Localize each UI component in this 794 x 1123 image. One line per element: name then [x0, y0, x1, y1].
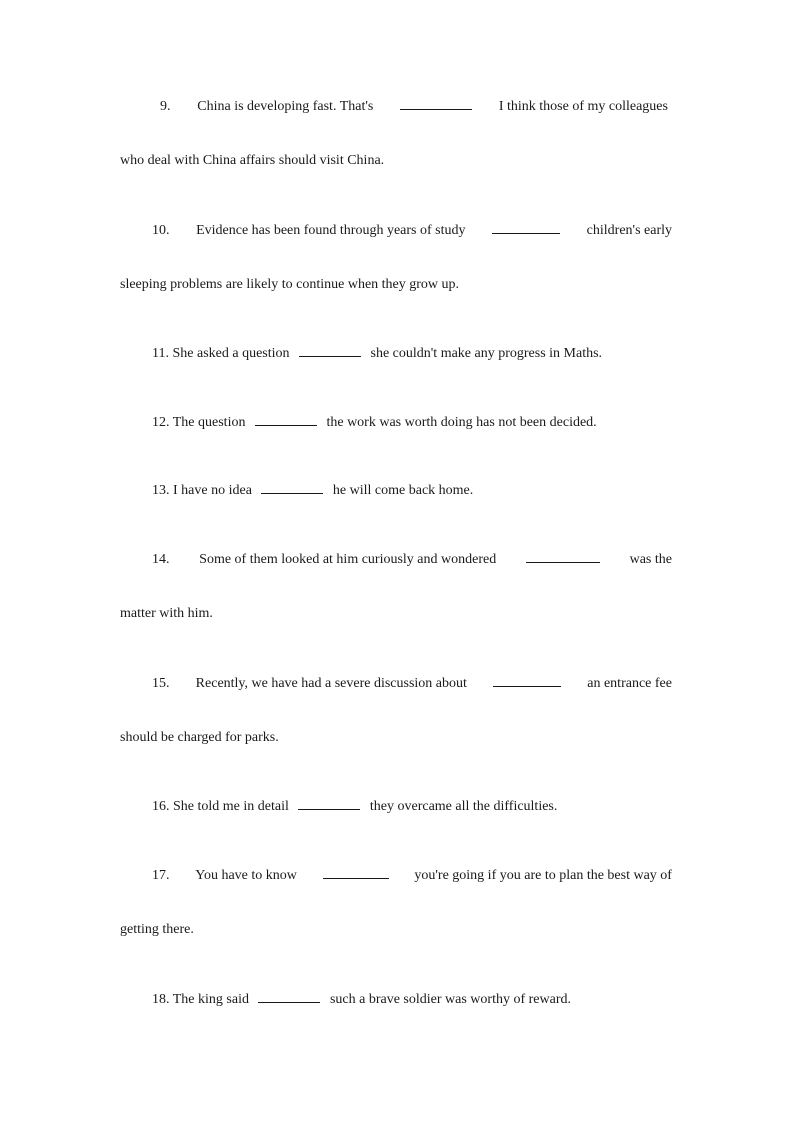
question-17-text-after: you're going if you are to plan the best way of [414, 868, 672, 883]
question-9-text-before: China is developing fast. That's [197, 99, 374, 114]
question-15-line-1 [152, 674, 672, 693]
question-18-text-before: The king said [172, 992, 249, 1007]
question-13-line-1 [152, 481, 473, 500]
question-14-blank[interactable] [526, 550, 600, 563]
question-14-text-before: Some of them looked at him curiously and wondered [199, 552, 497, 567]
question-17-line-2: getting there. [120, 922, 194, 937]
question-13-blank[interactable] [261, 481, 323, 494]
question-18-blank[interactable] [258, 990, 320, 1003]
question-13-number: 13. [152, 483, 170, 498]
question-12-text-before: The question [172, 415, 246, 430]
question-18-line-1 [152, 990, 571, 1009]
question-14-line-2: matter with him. [120, 606, 213, 621]
question-10-line-2: sleeping problems are likely to continue when they grow up. [120, 277, 460, 292]
question-12-text-after: the work was worth doing has not been decided. [326, 415, 597, 430]
question-11-text-before: She asked a question [172, 346, 290, 361]
question-11-number: 11. [152, 346, 169, 361]
question-12-number: 12. [152, 415, 170, 430]
question-16-text-after: they overcame all the difficulties. [369, 799, 558, 814]
question-15-line-2: should be charged for parks. [120, 730, 279, 745]
question-9-line-2: who deal with China affairs should visit China. [120, 153, 385, 168]
question-15-text-before: Recently, we have had a severe discussion about [195, 676, 467, 691]
question-17-text-before: You have to know [195, 868, 297, 883]
question-17-number: 17. [152, 868, 170, 883]
question-12-blank[interactable] [255, 413, 317, 426]
question-10-line-1 [152, 221, 672, 240]
question-9-line-1 [160, 97, 668, 116]
question-12-line-1 [152, 413, 597, 432]
question-18-number: 18. [152, 992, 170, 1007]
question-13-text-after: he will come back home. [332, 483, 474, 498]
question-16-line-1 [152, 797, 557, 816]
question-9-blank[interactable] [400, 97, 472, 110]
question-17-line-1 [152, 866, 672, 885]
question-15-number: 15. [152, 676, 170, 691]
question-11-text-after: she couldn't make any progress in Maths. [370, 346, 603, 361]
question-9-number: 9. [160, 99, 171, 114]
question-15-blank[interactable] [493, 674, 561, 687]
question-11-blank[interactable] [299, 344, 361, 357]
question-10-text-after: children's early [586, 223, 672, 238]
question-10-text-before: Evidence has been found through years of study [196, 223, 466, 238]
question-10-blank[interactable] [492, 221, 560, 234]
question-16-text-before: She told me in detail [173, 799, 289, 814]
question-17-blank[interactable] [323, 866, 389, 879]
question-16-blank[interactable] [298, 797, 360, 810]
question-18-text-after: such a brave soldier was worthy of reward. [329, 992, 571, 1007]
question-13-text-before: I have no idea [173, 483, 252, 498]
question-15-text-after: an entrance fee [587, 676, 672, 691]
question-14-line-1 [152, 550, 672, 569]
question-14-number: 14. [152, 552, 170, 567]
question-11-line-1 [152, 344, 602, 363]
question-14-text-after: was the [629, 552, 672, 567]
question-9-text-after: I think those of my colleagues [498, 99, 668, 114]
question-16-number: 16. [152, 799, 170, 814]
question-10-number: 10. [152, 223, 170, 238]
